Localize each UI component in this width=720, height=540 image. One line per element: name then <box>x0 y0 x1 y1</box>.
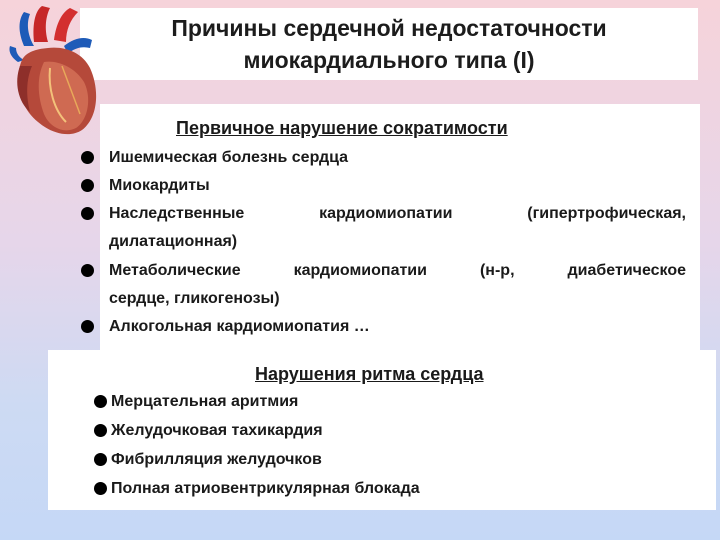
list-item: Ишемическая болезнь сердца <box>109 149 349 166</box>
list-item: Алкогольная кардиомиопатия … <box>109 318 370 335</box>
section-2-heading: Нарушения ритма сердца <box>255 364 484 384</box>
list-item: Полная атриовентрикулярная блокада <box>111 480 420 497</box>
list-item-continuation: сердце, гликогенозы) <box>109 290 280 307</box>
bullet-icon <box>94 482 107 495</box>
list-item: Миокардиты <box>109 177 210 194</box>
bullet-icon <box>81 320 94 333</box>
list-item: Желудочковая тахикардия <box>111 422 323 439</box>
title-line-2: миокардиального типа (I) <box>243 47 535 73</box>
bullet-icon <box>81 179 94 192</box>
section-1-panel <box>100 104 700 352</box>
bullet-icon <box>81 151 94 164</box>
list-item: Метаболические кардиомиопатии (н-р, диабетическое <box>109 262 686 279</box>
section-1-heading: Первичное нарушение сократимости <box>176 118 508 138</box>
heart-illustration <box>4 2 104 142</box>
title-line-1: Причины сердечной недостаточности <box>171 15 607 41</box>
bullet-icon <box>94 424 107 437</box>
list-item: Наследственные кардиомиопатии (гипертрофическая, <box>109 205 686 222</box>
bullet-icon <box>94 453 107 466</box>
bullet-icon <box>81 264 94 277</box>
list-item-continuation: дилатационная) <box>109 233 238 250</box>
title-box <box>80 8 698 80</box>
list-item: Мерцательная аритмия <box>111 393 299 410</box>
bullet-icon <box>94 395 107 408</box>
bullet-icon <box>81 207 94 220</box>
list-item: Фибрилляция желудочков <box>111 451 322 468</box>
